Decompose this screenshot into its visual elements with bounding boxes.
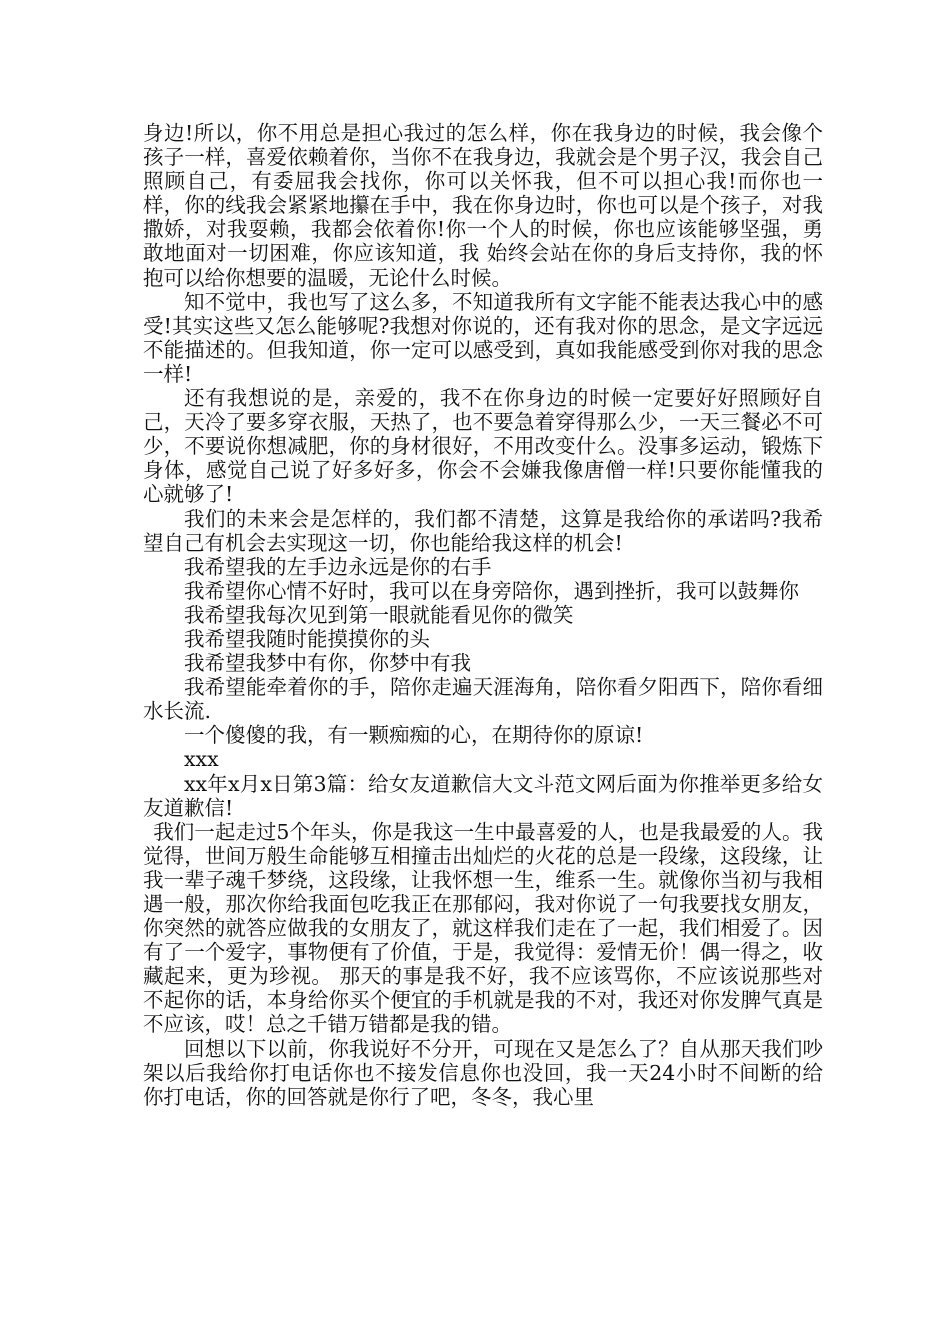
paragraph: 我希望我每次见到第一眼就能看见你的微笑 xyxy=(184,602,574,627)
paragraph: 我们的未来会是怎样的，我们都不清楚，这算是我给你的承诺吗?我希望自己有机会去实现这一切，你也能给我这样的机会! xyxy=(143,506,823,555)
paragraph: 我们一起走过5个年头，你是我这一生中最喜爱的人，也是我最爱的人。我觉得，世间万般生命能够互相撞击出灿烂的火花的总是一段缘，这段缘，让我一辈子魂千梦绕，这段缘，让我怀想一生，维系一生。就像你当初与我相遇一般，那次你给我面包吃我正在那郁闷，我对你说了一句我要找女朋友，你突然的就答应做我的女朋友了，就这样我们走在了一起，我们相爱了。因有了一个爱字，事物便有了价值，于是，我觉得：爱情无价！偶一得之，收藏起来，更为珍视。 那天的事是我不好，我不应该骂你，不应该说那些对不起你的话，本身给你买个便宜的手机就是我的不对，我还对你发脾气真是不应该，哎！总之千错万错都是我的错。 xyxy=(143,819,823,1037)
paragraph: xx年x月x日第3篇：给女友道歉信大文斗范文网后面为你推举更多给女友道歉信! xyxy=(143,771,823,820)
paragraph: 身边!所以，你不用总是担心我过的怎么样，你在我身边的时候，我会像个孩子一样，喜爱依赖着你，当你不在我身边，我就会是个男子汉，我会自己照顾自己，有委屈我会找你，你可以关怀我，但不可以担心我!而你也一样，你的线我会紧紧地攥在手中，我在你身边时，你也可以是个孩子，对我撒娇，对我耍赖，我都会依着你!你一个人的时候，你也应该能够坚强，勇敢地面对一切困难，你应该知道，我 始终会站在你的身后支持你，我的怀抱可以给你想要的温暖，无论什么时候。 xyxy=(143,121,823,290)
signature: xxx xyxy=(184,747,219,772)
paragraph: 一个傻傻的我，有一颗痴痴的心，在期待你的原谅! xyxy=(184,723,644,748)
paragraph: 还有我想说的是，亲爱的，我不在你身边的时候一定要好好照顾好自己，天冷了要多穿衣服，天热了，也不要急着穿得那么少，一天三餐必不可少，不要说你想减肥，你的身材很好，不用改变什么。没事多运动，锻炼下身体，感觉自己说了好多好多，你会不会嫌我像唐僧一样!只要你能懂我的心就够了! xyxy=(143,386,823,507)
paragraph: 我希望你心情不好时，我可以在身旁陪你，遇到挫折，我可以鼓舞你 xyxy=(184,578,799,603)
paragraph: 回想以下以前，你我说好不分开，可现在又是怎么了？自从那天我们吵架以后我给你打电话你也不接发信息你也没回，我一天24小时不间断的给你打电话，你的回答就是你行了吧，冬冬，我心里 xyxy=(143,1036,823,1109)
paragraph: 我希望我随时能摸摸你的头 xyxy=(184,626,430,651)
paragraph: 我希望我梦中有你，你梦中有我 xyxy=(184,651,471,676)
document-page xyxy=(143,121,823,1109)
paragraph: 我希望我的左手边永远是你的右手 xyxy=(184,554,492,579)
paragraph: 知不觉中，我也写了这么多，不知道我所有文字能不能表达我心中的感受!其实这些又怎么能够呢?我想对你说的，还有我对你的思念，是文字远远不能描述的。但我知道，你一定可以感受到，真如我能感受到你对我的思念一样! xyxy=(143,289,823,386)
paragraph: 我希望能牵着你的手，陪你走遍天涯海角，陪你看夕阳西下，陪你看细水长流. xyxy=(143,675,823,724)
